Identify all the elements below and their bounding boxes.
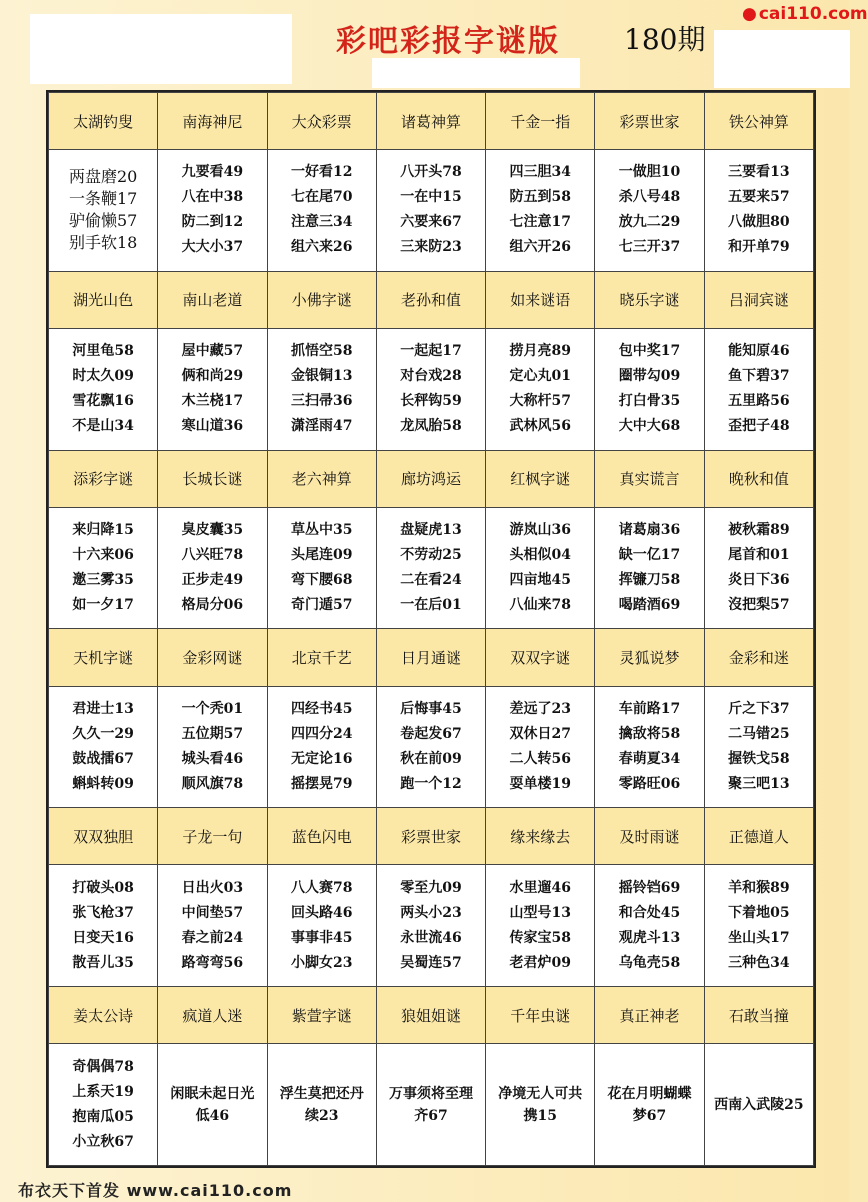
riddle-lines (400, 160, 461, 260)
header-row (49, 450, 814, 507)
riddle-lines (619, 160, 680, 260)
riddle-cell (486, 150, 595, 272)
riddle-line: 永世流46 (400, 929, 462, 946)
column-header: 疯道人迷 (158, 987, 267, 1044)
riddle-line: 二人转56 (509, 750, 571, 767)
riddle-line: 两盘磨20 (68, 167, 138, 187)
riddle-line: 能知原46 (728, 343, 790, 360)
riddle-line: 缺一亿17 (618, 547, 681, 564)
riddle-poem: 闲眠未起日光低46 (170, 1085, 255, 1124)
column-header: 双双独胆 (49, 808, 158, 865)
riddle-lines (728, 518, 789, 618)
riddle-line: 臭皮囊35 (181, 522, 244, 539)
riddle-line: 七在尾70 (290, 189, 353, 206)
column-header: 诸葛神算 (376, 93, 485, 150)
riddle-cell (49, 507, 158, 629)
footer-credit: 布衣天下首发 www.cai110.com (18, 1181, 293, 1200)
riddle-line: 歪把子48 (728, 418, 790, 435)
riddle-line: 一做胆10 (618, 164, 681, 181)
header-row (49, 93, 814, 150)
riddle-line: 一个秃01 (181, 700, 244, 717)
riddle-line: 吴蜀连57 (400, 954, 462, 971)
riddle-line: 八仙来78 (509, 597, 571, 614)
riddle-lines (728, 697, 789, 797)
column-header: 灵狐说梦 (595, 629, 704, 686)
riddle-line: 炎日下36 (728, 572, 790, 589)
riddle-line: 打白骨35 (618, 393, 681, 410)
riddle-line: 顺风旗78 (181, 775, 244, 792)
riddle-line: 双休日27 (509, 725, 571, 742)
column-header: 彩票世家 (376, 808, 485, 865)
riddle-line: 一在后01 (400, 597, 462, 614)
riddle-lines (72, 1055, 133, 1155)
riddle-line: 握铁戈58 (728, 750, 790, 767)
riddle-cell (486, 328, 595, 450)
riddle-lines (400, 697, 461, 797)
column-header: 紫萱字谜 (267, 987, 376, 1044)
riddle-line: 传家宝58 (509, 929, 571, 946)
riddle-line: 长秤钩59 (400, 393, 462, 410)
riddle-cell (704, 507, 813, 629)
riddle-line: 车前路17 (618, 700, 681, 717)
riddle-cell (595, 686, 704, 808)
riddle-lines (291, 160, 352, 260)
riddle-lines (510, 160, 571, 260)
column-header: 千金一指 (486, 93, 595, 150)
content-row (49, 328, 814, 450)
column-header: 南海神尼 (158, 93, 267, 150)
riddle-line: 捞月亮89 (509, 343, 571, 360)
riddle-line: 小立秋67 (72, 1133, 134, 1150)
riddle-line: 散吾儿35 (72, 954, 134, 971)
riddle-cell (49, 328, 158, 450)
riddle-cell (49, 1044, 158, 1166)
column-header: 晚秋和值 (704, 450, 813, 507)
riddle-cell (486, 686, 595, 808)
riddle-line: 四亩地45 (509, 572, 571, 589)
riddle-line: 组六开26 (509, 239, 571, 256)
bullet-icon: ● (742, 4, 757, 24)
riddle-line: 八人赛78 (290, 879, 353, 896)
riddle-line: 龙凤胎58 (400, 418, 462, 435)
riddle-cell (376, 1044, 485, 1166)
riddle-line: 邀三雾35 (72, 572, 134, 589)
riddle-line: 河里龟58 (72, 343, 134, 360)
column-header: 廊坊鸿运 (376, 450, 485, 507)
riddle-lines (291, 697, 352, 797)
riddle-cell (49, 686, 158, 808)
riddle-line: 六要来67 (400, 214, 462, 231)
header-row (49, 629, 814, 686)
riddle-lines (619, 518, 680, 618)
header-row (49, 808, 814, 865)
riddle-lines (510, 339, 571, 439)
riddle-cell (49, 150, 158, 272)
column-header: 吕洞宾谜 (704, 271, 813, 328)
riddle-line: 八开头78 (400, 164, 462, 181)
riddle-line: 摇铃铛69 (618, 879, 681, 896)
riddle-line: 武林风56 (509, 418, 571, 435)
column-header: 南山老道 (158, 271, 267, 328)
riddle-line: 弯下腰68 (290, 572, 353, 589)
riddle-poem: 西南入武陵25 (714, 1096, 804, 1113)
riddle-line: 来归降15 (72, 522, 134, 539)
riddle-cell (376, 507, 485, 629)
riddle-line: 秋在前09 (400, 750, 462, 767)
riddle-grid (46, 90, 816, 1168)
riddle-line: 上系天19 (72, 1083, 134, 1100)
riddle-cell (158, 865, 267, 987)
column-header: 太湖钓叟 (49, 93, 158, 150)
column-header: 北京千艺 (267, 629, 376, 686)
column-header: 天机字谜 (49, 629, 158, 686)
riddle-cell (267, 150, 376, 272)
riddle-cell (704, 865, 813, 987)
header-row (49, 271, 814, 328)
column-header: 铁公神算 (704, 93, 813, 150)
riddle-line: 蝌蚪转09 (72, 775, 134, 792)
riddle-cell (704, 1044, 813, 1166)
riddle-line: 小脚女23 (290, 954, 353, 971)
riddle-line: 城头看46 (181, 750, 244, 767)
riddle-line: 注意三34 (290, 214, 353, 231)
column-header: 如来谜语 (486, 271, 595, 328)
riddle-cell (595, 507, 704, 629)
riddle-line: 游岚山36 (509, 522, 571, 539)
riddle-line: 乌龟壳58 (618, 954, 681, 971)
riddle-line: 不劳动25 (400, 547, 462, 564)
riddle-line: 日出火03 (181, 879, 244, 896)
column-header: 子龙一句 (158, 808, 267, 865)
column-header: 长城长谜 (158, 450, 267, 507)
riddle-lines (728, 160, 789, 260)
riddle-line: 三种色34 (728, 954, 790, 971)
riddle-line: 五位期57 (181, 725, 244, 742)
riddle-cell (704, 686, 813, 808)
riddle-line: 十六来06 (72, 547, 134, 564)
column-header: 真正神老 (595, 987, 704, 1044)
column-header: 日月通谜 (376, 629, 485, 686)
riddle-line: 八做胆80 (728, 214, 790, 231)
riddle-line: 路弯弯56 (181, 954, 244, 971)
riddle-line: 七注意17 (509, 214, 571, 231)
riddle-line: 雪花飘16 (72, 393, 134, 410)
riddle-lines (619, 876, 680, 976)
riddle-lines (400, 876, 461, 976)
riddle-cell (376, 865, 485, 987)
content-row (49, 150, 814, 272)
column-header: 双双字谜 (486, 629, 595, 686)
riddle-lines (72, 518, 133, 618)
riddle-lines (182, 339, 243, 439)
riddle-line: 四四分24 (290, 725, 353, 742)
riddle-cell (486, 865, 595, 987)
riddle-table (48, 92, 814, 1166)
riddle-lines (291, 876, 352, 976)
riddle-line: 奇门遁57 (290, 597, 353, 614)
riddle-lines (72, 876, 133, 976)
column-header: 蓝色闪电 (267, 808, 376, 865)
riddle-line: 张飞枪37 (72, 904, 134, 921)
riddle-line: 头尾连09 (290, 547, 353, 564)
riddle-line: 尾首和01 (728, 547, 790, 564)
blank-panel-left (30, 14, 292, 84)
riddle-line: 大大小37 (181, 239, 244, 256)
riddle-line: 如一夕17 (72, 597, 134, 614)
riddle-line: 防二到12 (181, 214, 244, 231)
riddle-lines (69, 166, 137, 254)
riddle-line: 对台戏28 (400, 368, 462, 385)
riddle-cell (158, 150, 267, 272)
riddle-line: 一起起17 (400, 343, 462, 360)
riddle-line: 君进士13 (72, 700, 134, 717)
riddle-line: 水里遛46 (509, 879, 571, 896)
riddle-line: 潇淫雨47 (290, 418, 353, 435)
blank-panel-center (372, 58, 580, 88)
riddle-cell (267, 686, 376, 808)
riddle-poem: 浮生莫把还丹续23 (279, 1085, 364, 1124)
riddle-line: 寒山道36 (181, 418, 244, 435)
riddle-line: 头相似04 (509, 547, 571, 564)
riddle-line: 零至九09 (400, 879, 462, 896)
riddle-cell (158, 328, 267, 450)
riddle-lines (510, 876, 571, 976)
riddle-line: 定心丸01 (509, 368, 571, 385)
blank-panel-right (714, 30, 850, 88)
riddle-line: 聚三吧13 (728, 775, 790, 792)
riddle-line: 时太久09 (72, 368, 134, 385)
riddle-line: 无定论16 (290, 750, 353, 767)
riddle-line: 久久一29 (72, 725, 134, 742)
riddle-lines (510, 518, 571, 618)
riddle-line: 五要来57 (728, 189, 790, 206)
riddle-line: 五里路56 (728, 393, 790, 410)
riddle-lines (400, 518, 461, 618)
column-header: 真实谎言 (595, 450, 704, 507)
riddle-line: 盘疑虎13 (400, 522, 462, 539)
riddle-line: 抱南瓜05 (72, 1108, 134, 1125)
column-header: 姜太公诗 (49, 987, 158, 1044)
riddle-line: 被秋霜89 (728, 522, 790, 539)
column-header: 金彩网谜 (158, 629, 267, 686)
page-title: 彩吧彩报字谜版 (336, 24, 560, 59)
riddle-line: 差远了23 (509, 700, 571, 717)
content-row (49, 507, 814, 629)
issue-number: 180期 (624, 23, 706, 56)
riddle-line: 羊和猴89 (728, 879, 790, 896)
riddle-line: 下着地05 (728, 904, 790, 921)
riddle-line: 正步走49 (181, 572, 244, 589)
site-url-text[interactable]: cai110.com (758, 4, 868, 24)
riddle-line: 草丛中35 (290, 522, 353, 539)
column-header: 大众彩票 (267, 93, 376, 150)
riddle-line: 一好看12 (290, 164, 353, 181)
riddle-cell (704, 150, 813, 272)
riddle-lines (182, 697, 243, 797)
riddle-lines (72, 697, 133, 797)
riddle-line: 老君炉09 (509, 954, 571, 971)
riddle-line: 八兴旺78 (181, 547, 244, 564)
riddle-cell (267, 865, 376, 987)
riddle-line: 格局分06 (181, 597, 244, 614)
riddle-line: 奇偶偶78 (72, 1058, 134, 1075)
riddle-lines (291, 518, 352, 618)
riddle-line: 中间垫57 (181, 904, 244, 921)
riddle-cell (158, 1044, 267, 1166)
riddle-lines (182, 518, 243, 618)
riddle-line: 三要看13 (728, 164, 790, 181)
riddle-cell (376, 686, 485, 808)
riddle-line: 擒敌将58 (618, 725, 681, 742)
riddle-line: 沒把梨57 (728, 597, 790, 614)
riddle-line: 摇摆晃79 (290, 775, 353, 792)
column-header: 添彩字谜 (49, 450, 158, 507)
riddle-line: 日变天16 (72, 929, 134, 946)
riddle-line: 九要看49 (181, 164, 244, 181)
riddle-line: 和合处45 (618, 904, 681, 921)
riddle-line: 四三胆34 (509, 164, 571, 181)
riddle-line: 鱼下碧37 (728, 368, 790, 385)
riddle-cell (267, 1044, 376, 1166)
column-header: 及时雨谜 (595, 808, 704, 865)
riddle-cell (595, 1044, 704, 1166)
riddle-lines (400, 339, 461, 439)
riddle-line: 抓悟空58 (290, 343, 353, 360)
riddle-line: 包中奖17 (618, 343, 681, 360)
riddle-line: 斤之下37 (728, 700, 790, 717)
column-header: 彩票世家 (595, 93, 704, 150)
riddle-cell (376, 328, 485, 450)
riddle-line: 圈带勾09 (618, 368, 681, 385)
column-header: 红枫字谜 (486, 450, 595, 507)
riddle-line: 零路旺06 (618, 775, 681, 792)
riddle-line: 大称杆57 (509, 393, 571, 410)
riddle-lines (291, 339, 352, 439)
riddle-cell (158, 686, 267, 808)
riddle-cell (486, 1044, 595, 1166)
riddle-lines (619, 697, 680, 797)
riddle-line: 三扫帚36 (290, 393, 353, 410)
riddle-poem: 净境无人可共携15 (498, 1085, 583, 1124)
riddle-line: 木兰桡17 (181, 393, 244, 410)
riddle-lines (510, 697, 571, 797)
riddle-lines (728, 339, 789, 439)
riddle-lines (728, 876, 789, 976)
riddle-line: 一条鞭17 (68, 189, 138, 209)
riddle-line: 杀八号48 (618, 189, 681, 206)
content-row (49, 1044, 814, 1166)
riddle-line: 回头路46 (290, 904, 353, 921)
riddle-line: 事事非45 (290, 929, 353, 946)
riddle-lines (619, 339, 680, 439)
riddle-line: 春萌夏34 (618, 750, 681, 767)
riddle-line: 和开单79 (728, 239, 790, 256)
riddle-line: 四经书45 (290, 700, 353, 717)
riddle-line: 金银铜13 (290, 368, 353, 385)
riddle-cell (704, 328, 813, 450)
riddle-line: 组六来26 (290, 239, 353, 256)
riddle-line: 挥镰刀58 (618, 572, 681, 589)
riddle-line: 驴偷懒57 (68, 211, 138, 231)
riddle-line: 观虎斗13 (618, 929, 681, 946)
column-header: 湖光山色 (49, 271, 158, 328)
column-header: 千年虫谜 (486, 987, 595, 1044)
riddle-line: 一在中15 (400, 189, 462, 206)
riddle-line: 诸葛扇36 (618, 522, 681, 539)
riddle-poem: 万事须将至理齐67 (388, 1085, 473, 1124)
riddle-poem: 花在月明蝴蝶梦67 (607, 1085, 692, 1124)
riddle-lines (182, 160, 243, 260)
riddle-cell (158, 507, 267, 629)
riddle-line: 打破头08 (72, 879, 134, 896)
riddle-line: 跑一个12 (400, 775, 462, 792)
column-header: 小佛字谜 (267, 271, 376, 328)
column-header: 金彩和迷 (704, 629, 813, 686)
riddle-cell (595, 328, 704, 450)
riddle-line: 防五到58 (509, 189, 571, 206)
riddle-cell (595, 150, 704, 272)
riddle-line: 卷起发67 (400, 725, 462, 742)
riddle-line: 鼓战擂67 (72, 750, 134, 767)
content-row (49, 686, 814, 808)
riddle-line: 耍单楼19 (509, 775, 571, 792)
riddle-cell (376, 150, 485, 272)
riddle-line: 七三开37 (618, 239, 681, 256)
riddle-cell (595, 865, 704, 987)
riddle-line: 放九二29 (618, 214, 681, 231)
content-row (49, 865, 814, 987)
header-row (49, 987, 814, 1044)
riddle-cell (486, 507, 595, 629)
riddle-cell (267, 328, 376, 450)
riddle-line: 山型号13 (509, 904, 571, 921)
column-header: 晓乐字谜 (595, 271, 704, 328)
riddle-line: 后悔事45 (400, 700, 462, 717)
riddle-line: 八在中38 (181, 189, 244, 206)
riddle-line: 不是山34 (72, 418, 134, 435)
riddle-line: 二在看24 (400, 572, 462, 589)
riddle-line: 俩和尚29 (181, 368, 244, 385)
site-url-top[interactable] (742, 4, 868, 24)
riddle-line: 别手软18 (68, 233, 138, 253)
column-header: 老六神算 (267, 450, 376, 507)
riddle-line: 三来防23 (400, 239, 462, 256)
riddle-cell (267, 507, 376, 629)
column-header: 缘来缘去 (486, 808, 595, 865)
riddle-line: 二马错25 (728, 725, 790, 742)
riddle-line: 坐山头17 (728, 929, 790, 946)
column-header: 石敢当撞 (704, 987, 813, 1044)
column-header: 正德道人 (704, 808, 813, 865)
riddle-line: 大中大68 (618, 418, 681, 435)
riddle-line: 春之前24 (181, 929, 244, 946)
riddle-lines (72, 339, 133, 439)
riddle-line: 喝踏酒69 (618, 597, 681, 614)
riddle-lines (182, 876, 243, 976)
column-header: 狼姐姐谜 (376, 987, 485, 1044)
riddle-line: 两头小23 (400, 904, 462, 921)
riddle-cell (49, 865, 158, 987)
column-header: 老孙和值 (376, 271, 485, 328)
riddle-line: 屋中藏57 (181, 343, 244, 360)
